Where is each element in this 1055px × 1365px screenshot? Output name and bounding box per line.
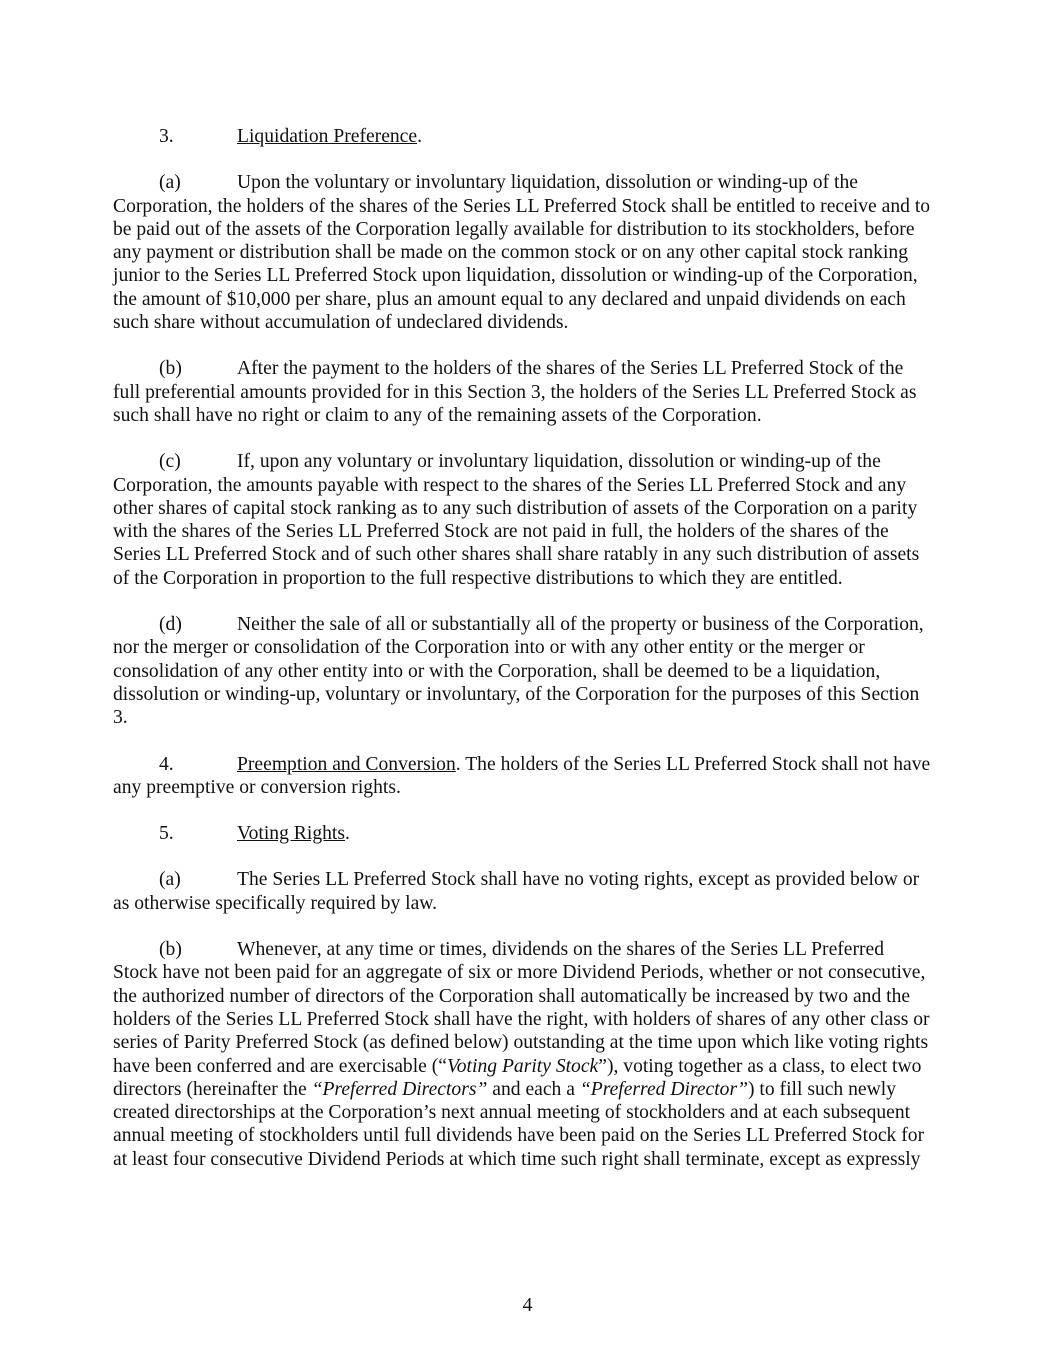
section-title: Preemption and Conversion: [237, 753, 456, 775]
section-5-heading: 5. Voting Rights.: [159, 823, 350, 845]
page-number: 4: [522, 1295, 533, 1316]
section-title: Voting Rights: [237, 823, 345, 845]
section-4: 4. Preemption and Conversion. The holders of the Series LL Preferred Stock shall not have any preemptive or conversion rights.: [113, 753, 931, 798]
paragraph-5a: (a) The Series LL Preferred Stock shall have no voting rights, except as provided below or as otherwise specifically required by law.: [113, 869, 920, 914]
paragraph-3d: (d) Neither the sale of all or substantially all of the property or business of the Corporation, nor the merger or consolidation of the Corporation into or with any other entity or the merger or consolidation of any other entity into or with the Corporation, shall be deemed to be a liquidation, dissolution or winding-up, voluntary or involuntary, of the Corporation for the purposes of this Section 3.: [113, 614, 924, 729]
document-page: [113, 125, 933, 1194]
paragraph-5b: (b) Whenever, at any time or times, dividends on the shares of the Series LL Preferred Stock have not been paid for an aggregate of six or more Dividend Periods, whether or not consecutive, the authorized number of directors of the Corporation shall automatically be increased by two and the holders of the Series LL Preferred Stock shall have the right, with holders of shares of any other class or series of Parity Preferred Stock (as defined below) outstanding at the time upon which like voting rights have been conferred and are exercisable (“Voting Parity Stock”), voting together as a class, to elect two directors (hereinafter the “Preferred Directors” and each a “Preferred Director”) to fill such newly created directorships at the Corporation’s next annual meeting of stockholders and at each subsequent annual meeting of stockholders until full dividends have been paid on the Series LL Preferred Stock for at least four consecutive Dividend Periods at which time such right shall terminate, except as expressly: [113, 939, 930, 1170]
section-title: Liquidation Preference: [237, 126, 418, 147]
paragraph-3a: (a) Upon the voluntary or involuntary liquidation, dissolution or winding-up of the Corporation, the holders of the shares of the Series LL Preferred Stock shall be entitled to receive and to be paid out of the assets of the Corporation legally available for distribution to its stockholders, before any payment or distribution shall be made on the common stock or on any other capital stock ranking junior to the Series LL Preferred Stock upon liquidation, dissolution or winding-up of the Corporation, the amount of $10,000 per share, plus an amount equal to any declared and unpaid dividends on each such share without accumulation of undeclared dividends.: [113, 172, 931, 334]
section-3-heading: 3. Liquidation Preference.: [159, 126, 422, 147]
paragraph-3c: (c) If, upon any voluntary or involuntary liquidation, dissolution or winding-up of the Corporation, the amounts payable with respect to the shares of the Series LL Preferred Stock and any other shares of capital stock ranking as to any such distribution of assets of the Corporation on a parity with the shares of the Series LL Preferred Stock are not paid in full, the holders of the shares of the Series LL Preferred Stock and of such other shares shall share ratably in any such distribution of assets of the Corporation in proportion to the full respective distributions to which they are entitled.: [113, 451, 920, 589]
paragraph-3b: (b) After the payment to the holders of the shares of the Series LL Preferred Stock of the full preferential amounts provided for in this Section 3, the holders of the Series LL Preferred Stock as such shall have no right or claim to any of the remaining assets of the Corporation.: [113, 358, 917, 426]
